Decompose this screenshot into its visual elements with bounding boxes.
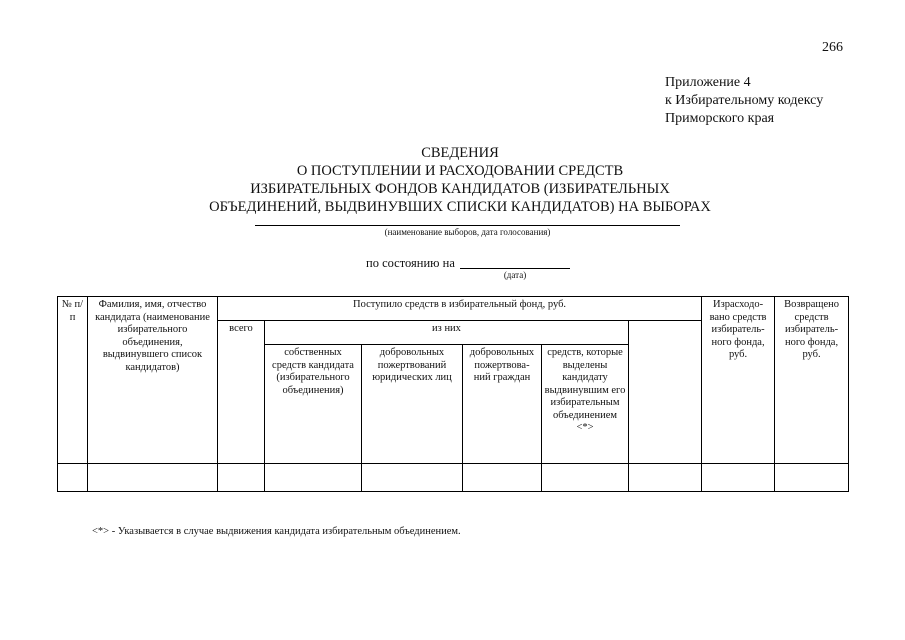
header-returned: Возвращено средств избиратель- ного фонда, руб. [775, 297, 849, 464]
title-line: СВЕДЕНИЯ [421, 145, 499, 161]
table-cell [265, 464, 362, 492]
appendix-reference [665, 74, 823, 128]
header-total: всего [218, 321, 265, 464]
table-cell [702, 464, 775, 492]
title-line: О ПОСТУПЛЕНИИ И РАСХОДОВАНИИ СРЕДСТВ [296, 163, 624, 179]
table-cell [58, 464, 88, 492]
table-cell [775, 464, 849, 492]
header-own-funds: собственных средств кандидата (избирательного объединения) [265, 345, 362, 464]
header-number: № п/п [58, 297, 88, 464]
document-title [150, 144, 770, 216]
header-party-funds: средств, которые выделены кандидату выдвинувшим его избирательным объединением <*> [542, 345, 629, 464]
appendix-line: Приморского края [665, 111, 775, 126]
table-cell [218, 464, 265, 492]
table-cell [629, 464, 702, 492]
date-blank-line [460, 268, 570, 269]
table-cell [362, 464, 463, 492]
header-of-which: из них [265, 321, 629, 345]
date-caption: (дата) [503, 270, 527, 280]
table-cell [463, 464, 542, 492]
appendix-line: к Избирательному кодексу [665, 93, 824, 108]
header-legal-donations: добровольных пожертвований юридических лиц [362, 345, 463, 464]
title-line: ОБЪЕДИНЕНИЙ, ВЫДВИНУВШИХ СПИСКИ КАНДИДАТОВ) НА ВЫБОРАХ [209, 199, 711, 215]
table-row [58, 464, 849, 492]
election-name-blank-line [255, 225, 680, 226]
header-candidate-name: Фамилия, имя, отчество кандидата (наименование избирательного объединения, выдвинувшего список кандидатов) [88, 297, 218, 464]
table-cell [542, 464, 629, 492]
table-cell [88, 464, 218, 492]
appendix-line: Приложение 4 [665, 75, 751, 90]
as-of-label: по состоянию на [366, 256, 455, 270]
header-spent: Израсходо- вано средств избиратель- ного фонда, руб. [702, 297, 775, 464]
header-funds-received: Поступило средств в избирательный фонд, руб. [218, 297, 702, 321]
header-citizen-donations: добровольных пожертвова- ний граждан [463, 345, 542, 464]
page-number: 266 [822, 40, 843, 55]
footnote: <*> - Указывается в случае выдвижения кандидата избирательным объединением. [92, 526, 461, 537]
election-name-caption: (наименование выборов, дата голосования) [384, 227, 551, 237]
funds-report-table [57, 296, 849, 492]
title-line: ИЗБИРАТЕЛЬНЫХ ФОНДОВ КАНДИДАТОВ (ИЗБИРАТЕЛЬНЫХ [250, 181, 670, 197]
